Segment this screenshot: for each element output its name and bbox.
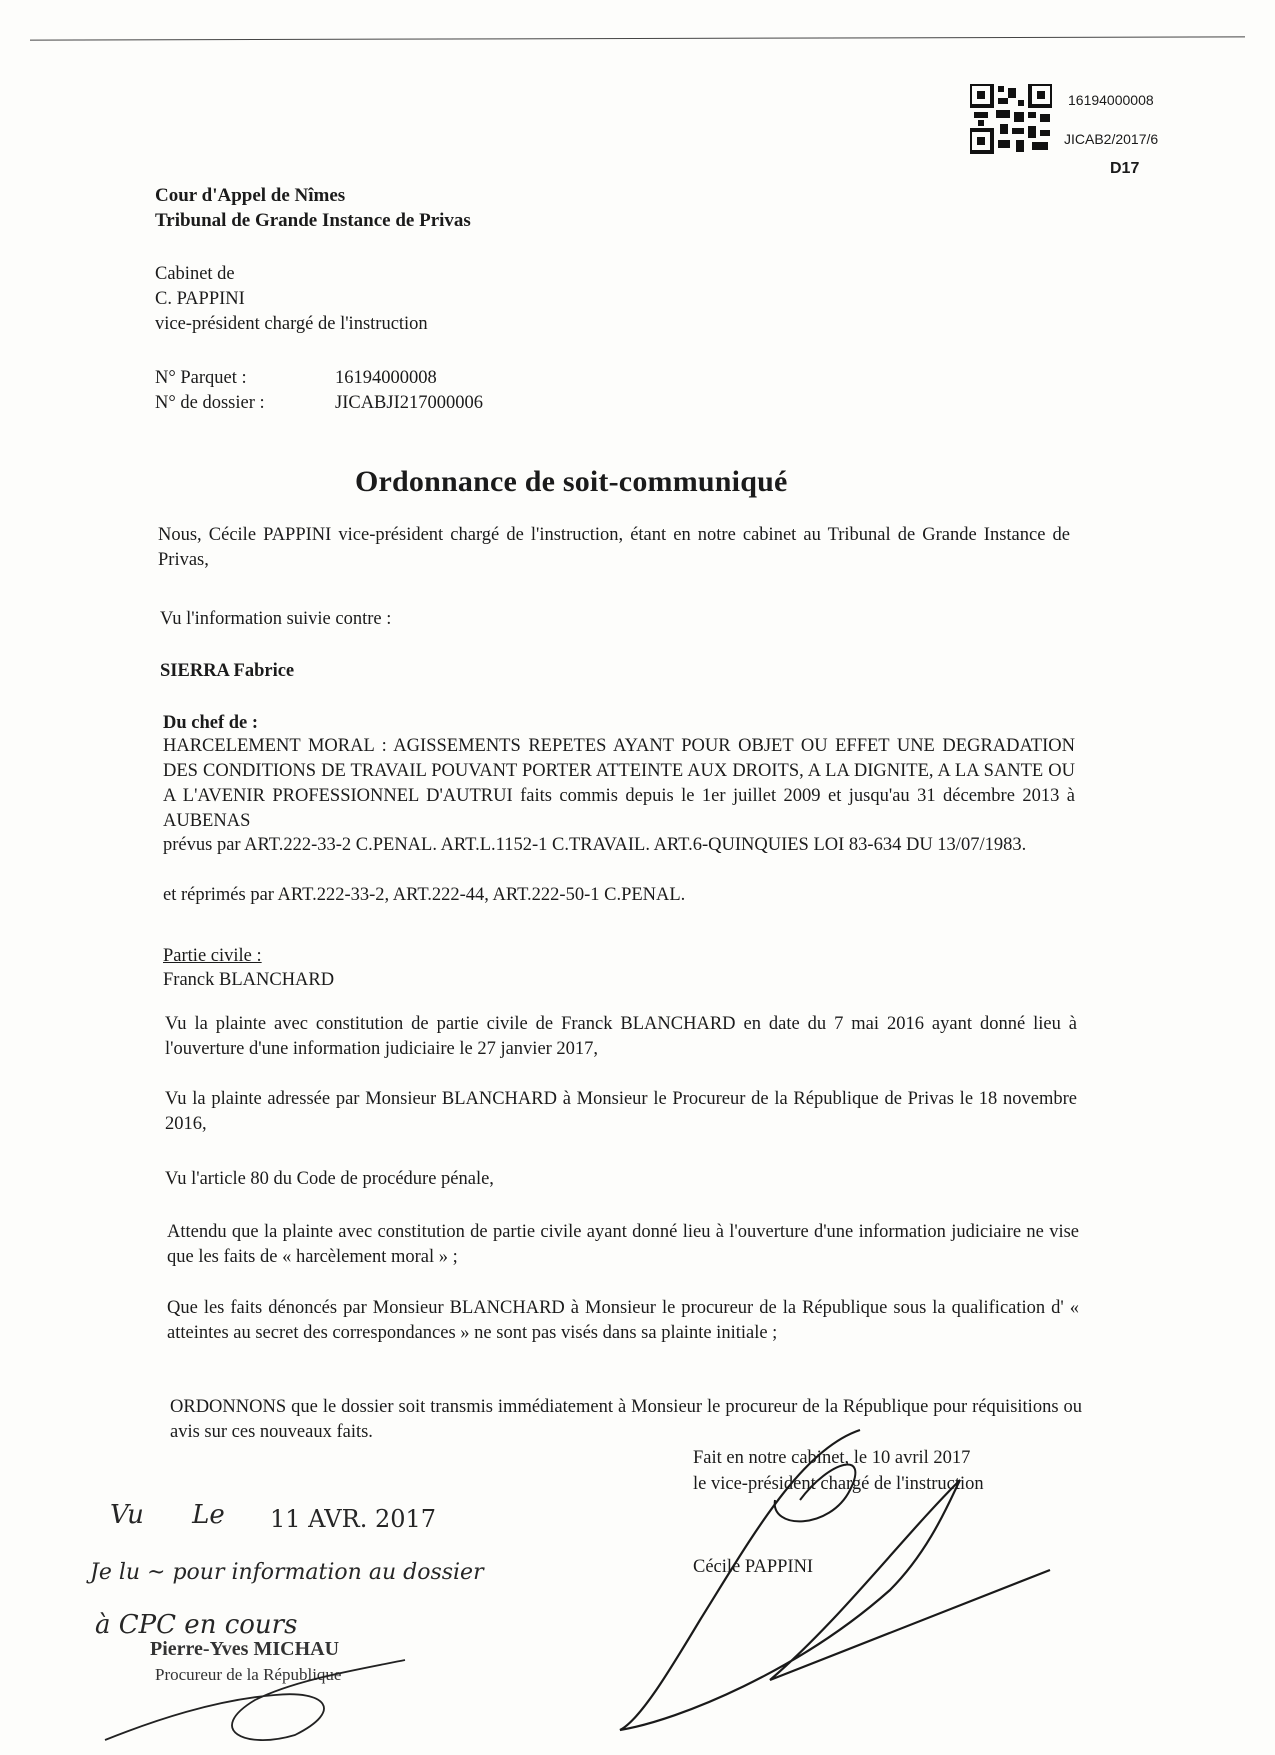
tribunal-name: Tribunal de Grande Instance de Privas xyxy=(155,210,471,231)
charge-reprimes: et réprimés par ART.222-33-2, ART.222-44, ART.222-50-1 C.PENAL. xyxy=(163,885,686,905)
parquet-row xyxy=(155,366,437,390)
prosecutor-signature-icon xyxy=(95,1640,415,1750)
dossier-label: N° de dossier : xyxy=(155,393,265,413)
signature-role: le vice-président chargé de l'instruction xyxy=(693,1474,984,1494)
que-faits-paragraph: Que les faits dénoncés par Monsieur BLANCHARD à Monsieur le procureur de la République sous la qualification d' « atteintes au secret des correspondances » ne sont pas visés dans sa plainte initiale ; xyxy=(167,1298,1079,1343)
document-title: Ordonnance de soit-communiqué xyxy=(355,465,788,498)
handwritten-note-line: Je lu ~ pour information au dossier xyxy=(90,1560,484,1585)
charge-label: Du chef de : xyxy=(163,713,259,733)
parquet-label: N° Parquet : xyxy=(155,368,247,388)
handwritten-note-line-2: à CPC en cours xyxy=(95,1610,298,1640)
dossier-row xyxy=(155,391,483,415)
vu-information: Vu l'information suivie contre : xyxy=(160,609,392,629)
court-of-appeal: Cour d'Appel de Nîmes xyxy=(155,185,346,206)
vu-plainte-adressee-paragraph: Vu la plainte adressée par Monsieur BLANCHARD à Monsieur le Procureur de la République de Privas le 18 novembre 2016, xyxy=(165,1089,1077,1134)
top-rule xyxy=(30,36,1245,40)
dossier-value: JICABJI217000006 xyxy=(335,393,484,413)
signature-name: Cécile PAPPINI xyxy=(693,1557,814,1577)
handwritten-vu-word: Vu xyxy=(110,1500,144,1530)
judge-role: vice-président chargé de l'instruction xyxy=(155,314,428,334)
qr-code-icon xyxy=(970,84,1052,154)
prosecutor-stamp-role: Procureur de la République xyxy=(155,1665,342,1684)
judge-signature-icon xyxy=(600,1420,1100,1740)
intro-paragraph: Nous, Cécile PAPPINI vice-président chargé de l'instruction, étant en notre cabinet au Tribunal de Grande Instance de Privas, xyxy=(158,525,1070,570)
parquet-value: 16194000008 xyxy=(335,368,437,388)
civil-party-label: Partie civile : xyxy=(163,946,262,966)
received-date-stamp: 11 AVR. 2017 xyxy=(270,1505,437,1533)
vu-plainte-paragraph: Vu la plainte avec constitution de partie civile de Franck BLANCHARD en date du 7 mai 2016 ayant donné lieu à l'ouverture d'une information judiciaire le 27 janvier 2017, xyxy=(165,1014,1077,1059)
barcode-ref: JICAB2/2017/6 xyxy=(1064,131,1159,147)
prosecutor-stamp-name: Pierre-Yves MICHAU xyxy=(150,1638,340,1660)
document-code: D17 xyxy=(1110,160,1140,177)
judge-name: C. PAPPINI xyxy=(155,289,245,309)
attendu-paragraph: Attendu que la plainte avec constitution de partie civile ayant donné lieu à l'ouverture d'une information judiciaire ne vise que les faits de « harcèlement moral » ; xyxy=(167,1222,1079,1267)
charge-text: HARCELEMENT MORAL : AGISSEMENTS REPETES AYANT POUR OBJET OU EFFET UNE DEGRADATION DES CONDITIONS DE TRAVAIL POUVANT PORTER ATTEINTE AUX DROITS, A LA DIGNITE, A LA SANTE OU A L'AVENIR PROFESSIONNEL D'AUTRUI faits commis depuis le 1er juillet 2009 et jusqu'au 31 décembre 2013 à AUBENAS xyxy=(163,736,1075,831)
ordonnons-paragraph: ORDONNONS que le dossier soit transmis immédiatement à Monsieur le procureur de la République pour réquisitions ou avis sur ces nouveaux faits. xyxy=(170,1397,1082,1442)
vu-article-paragraph: Vu l'article 80 du Code de procédure pénale, xyxy=(165,1169,494,1189)
handwritten-le-word: Le xyxy=(192,1500,225,1530)
defendant-name: SIERRA Fabrice xyxy=(160,661,295,681)
signature-date: Fait en notre cabinet, le 10 avril 2017 xyxy=(693,1448,971,1468)
charge-prevus: prévus par ART.222-33-2 C.PENAL. ART.L.1152-1 C.TRAVAIL. ART.6-QUINQUIES LOI 83-634 DU 13/07/1983. xyxy=(163,835,1027,855)
cabinet-label: Cabinet de xyxy=(155,264,235,284)
barcode-number: 16194000008 xyxy=(1068,92,1154,108)
handwritten-vu xyxy=(110,1500,225,1530)
civil-party-name: Franck BLANCHARD xyxy=(163,970,335,990)
